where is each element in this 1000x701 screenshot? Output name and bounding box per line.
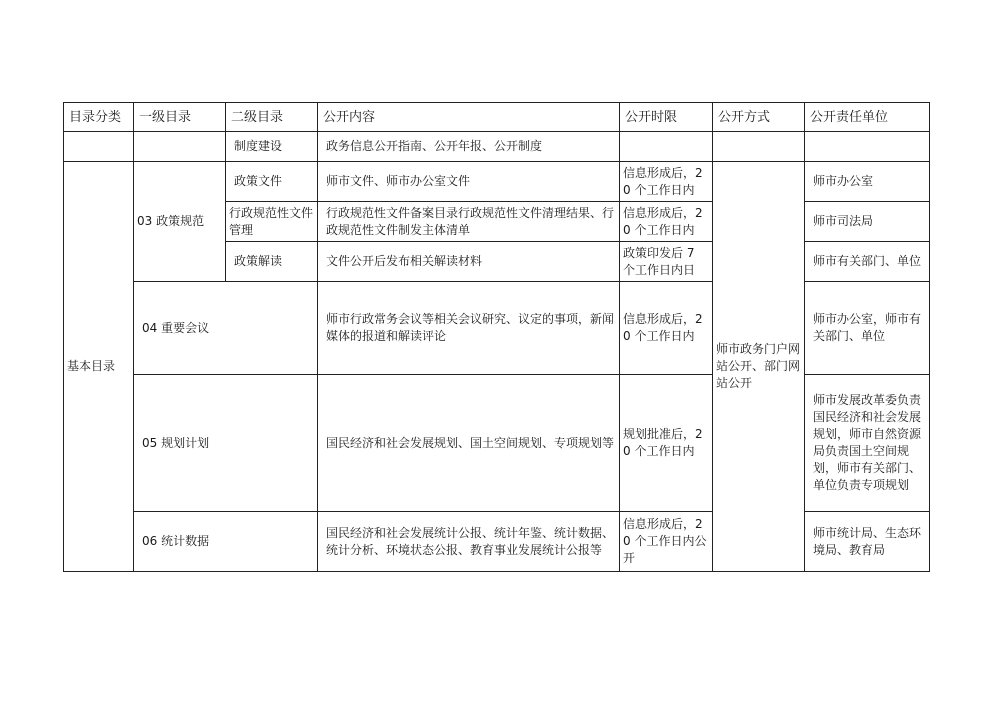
deadline-cell: 信息形成后，20 个工作日内公开 — [620, 512, 713, 572]
disclosure-catalog-table — [63, 102, 930, 572]
level1-cell-empty — [134, 132, 226, 162]
category-cell-empty — [64, 132, 134, 162]
level2-cell: 行政规范性文件管理 — [226, 202, 318, 242]
unit-cell-empty — [805, 132, 930, 162]
deadline-cell: 信息形成后，20 个工作日内 — [620, 202, 713, 242]
level1-cell: 03 政策规范 — [134, 162, 226, 282]
level1-cell: 04 重要会议 — [134, 282, 318, 375]
category-cell: 基本目录 — [64, 162, 134, 572]
header-unit: 公开责任单位 — [805, 103, 930, 132]
content-cell: 师市行政常务会议等相关会议研究、议定的事项，新闻媒体的报道和解读评论 — [318, 282, 620, 375]
level1-cell: 06 统计数据 — [134, 512, 318, 572]
deadline-cell: 信息形成后，20 个工作日内 — [620, 282, 713, 375]
table-row — [64, 162, 930, 202]
method-cell-empty — [713, 132, 805, 162]
unit-cell: 师市统计局、生态环境局、教育局 — [805, 512, 930, 572]
content-cell: 国民经济和社会发展规划、国土空间规划、专项规划等 — [318, 375, 620, 512]
deadline-cell: 规划批准后，20 个工作日内 — [620, 375, 713, 512]
content-cell: 师市文件、师市办公室文件 — [318, 162, 620, 202]
header-level1: 一级目录 — [134, 103, 226, 132]
deadline-cell-empty — [620, 132, 713, 162]
level2-cell: 制度建设 — [226, 132, 318, 162]
header-level2: 二级目录 — [226, 103, 318, 132]
unit-cell: 师市办公室，师市有关部门、单位 — [805, 282, 930, 375]
content-cell: 国民经济和社会发展统计公报、统计年鉴、统计数据、统计分析、环境状态公报、教育事业发展统计公报等 — [318, 512, 620, 572]
unit-cell: 师市司法局 — [805, 202, 930, 242]
header-content: 公开内容 — [318, 103, 620, 132]
level2-cell: 政策文件 — [226, 162, 318, 202]
unit-cell: 师市办公室 — [805, 162, 930, 202]
content-cell: 文件公开后发布相关解读材料 — [318, 242, 620, 282]
table-row — [64, 132, 930, 162]
unit-cell: 师市发展改革委负责国民经济和社会发展规划，师市自然资源局负责国土空间规划，师市有关部门、单位负责专项规划 — [805, 375, 930, 512]
level1-cell: 05 规划计划 — [134, 375, 318, 512]
table-header-row — [64, 103, 930, 132]
header-category: 目录分类 — [64, 103, 134, 132]
header-method: 公开方式 — [713, 103, 805, 132]
deadline-cell: 政策印发后 7 个工作日内日 — [620, 242, 713, 282]
level2-cell: 政策解读 — [226, 242, 318, 282]
content-cell: 行政规范性文件备案目录行政规范性文件清理结果、行政规范性文件制发主体清单 — [318, 202, 620, 242]
deadline-cell: 信息形成后，20 个工作日内 — [620, 162, 713, 202]
content-cell: 政务信息公开指南、公开年报、公开制度 — [318, 132, 620, 162]
unit-cell: 师市有关部门、单位 — [805, 242, 930, 282]
header-deadline: 公开时限 — [620, 103, 713, 132]
method-cell: 师市政务门户网站公开、部门网站公开 — [713, 162, 805, 572]
